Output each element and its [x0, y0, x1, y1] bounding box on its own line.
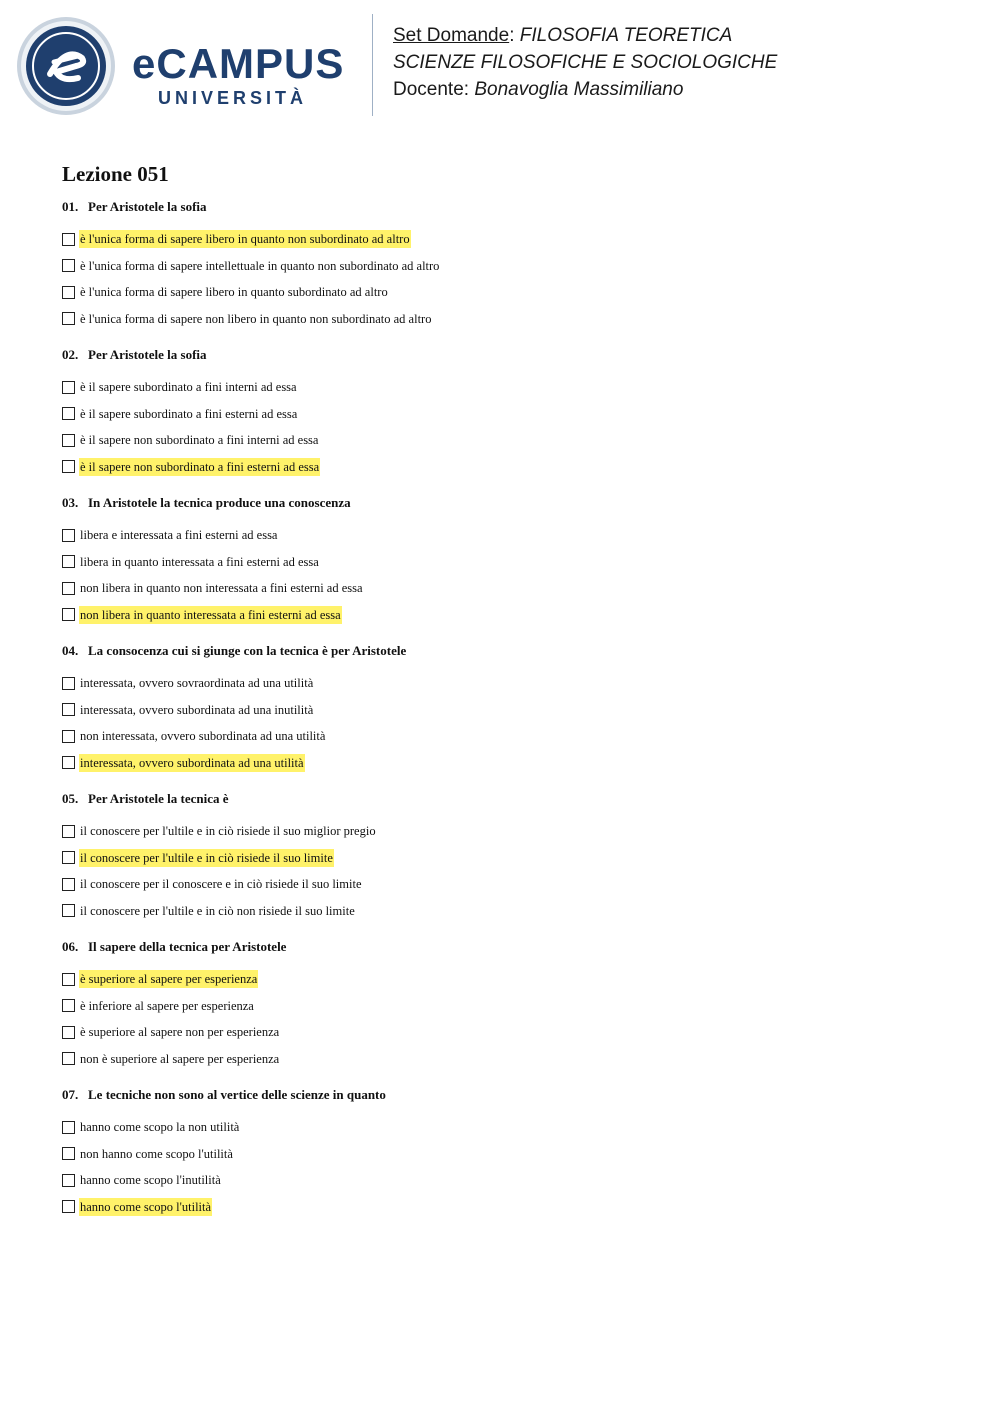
answer-text: è l'unica forma di sapere libero in quanto subordinato ad altro — [80, 285, 388, 300]
checkbox[interactable] — [62, 730, 75, 743]
checkbox[interactable] — [62, 1200, 75, 1213]
checkbox[interactable] — [62, 878, 75, 891]
answer-option[interactable] — [62, 306, 942, 333]
logo-brand: eCAMPUS — [132, 40, 345, 87]
question-title — [62, 198, 942, 216]
answer-text-highlighted: non libera in quanto interessata a fini esterni ad essa — [80, 607, 341, 622]
checkbox[interactable] — [62, 381, 75, 394]
question-block — [62, 1086, 942, 1220]
question-title — [62, 938, 942, 956]
checkbox[interactable] — [62, 677, 75, 690]
answer-option[interactable] — [62, 1167, 942, 1194]
answer-text: è il sapere subordinato a fini esterni ad essa — [80, 406, 298, 421]
answer-option[interactable] — [62, 1194, 942, 1221]
answer-text: il conoscere per l'ultile e in ciò risiede il suo miglior pregio — [80, 824, 376, 839]
question-number: 07. — [62, 1087, 79, 1102]
logo-subtitle: UNIVERSITÀ — [158, 88, 308, 108]
checkbox[interactable] — [62, 1052, 75, 1065]
question-title — [62, 346, 942, 364]
question-text: Il sapere della tecnica per Aristotele — [88, 939, 287, 954]
question-number: 03. — [62, 495, 79, 510]
lesson-title: Lezione 051 — [62, 162, 169, 186]
checkbox[interactable] — [62, 904, 75, 917]
header-divider — [372, 14, 373, 116]
answer-option[interactable] — [62, 723, 942, 750]
checkbox[interactable] — [62, 434, 75, 447]
question-number: 04. — [62, 643, 79, 658]
course-info — [393, 22, 777, 103]
degree-name: SCIENZE FILOSOFICHE E SOCIOLOGICHE — [393, 52, 778, 73]
question-title — [62, 642, 942, 660]
answer-text: è il sapere non subordinato a fini interni ad essa — [80, 433, 319, 448]
checkbox[interactable] — [62, 460, 75, 473]
answer-option[interactable] — [62, 697, 942, 724]
answer-text: interessata, ovvero sovraordinata ad una utilità — [80, 676, 314, 691]
question-block — [62, 790, 942, 924]
answer-text: libera in quanto interessata a fini esterni ad essa — [80, 554, 319, 569]
answer-text: il conoscere per il conoscere e in ciò risiede il suo limite — [80, 877, 362, 892]
degree-line — [393, 49, 777, 76]
answer-text: interessata, ovvero subordinata ad una inutilità — [80, 702, 314, 717]
checkbox[interactable] — [62, 1026, 75, 1039]
checkbox[interactable] — [62, 703, 75, 716]
checkbox[interactable] — [62, 555, 75, 568]
question-text: Le tecniche non sono al vertice delle scienze in quanto — [88, 1087, 386, 1102]
checkbox[interactable] — [62, 973, 75, 986]
answer-option[interactable] — [62, 279, 942, 306]
question-number: 02. — [62, 347, 79, 362]
answer-option[interactable] — [62, 454, 942, 481]
question-number: 01. — [62, 199, 79, 214]
document-body — [62, 160, 942, 1234]
answer-text: libera e interessata a fini esterni ad essa — [80, 528, 278, 543]
answer-option[interactable] — [62, 522, 942, 549]
answer-text-highlighted: è superiore al sapere per esperienza — [80, 972, 258, 987]
checkbox[interactable] — [62, 407, 75, 420]
answer-text: non libera in quanto non interessata a fini esterni ad essa — [80, 581, 363, 596]
answer-option[interactable] — [62, 750, 942, 777]
question-text: Per Aristotele la sofia — [88, 199, 207, 214]
question-number: 06. — [62, 939, 79, 954]
question-number: 05. — [62, 791, 79, 806]
answer-option[interactable] — [62, 670, 942, 697]
answer-option[interactable] — [62, 845, 942, 872]
answer-option[interactable] — [62, 226, 942, 253]
answer-text-highlighted: è il sapere non subordinato a fini esterni ad essa — [80, 459, 320, 474]
answer-option[interactable] — [62, 1141, 942, 1168]
checkbox[interactable] — [62, 825, 75, 838]
answer-text: non è superiore al sapere per esperienza — [80, 1051, 280, 1066]
question-text: Per Aristotele la tecnica è — [88, 791, 229, 806]
ecampus-seal-icon — [16, 16, 116, 116]
answer-text: è inferiore al sapere per esperienza — [80, 998, 254, 1013]
answer-text-highlighted: il conoscere per l'ultile e in ciò risiede il suo limite — [80, 850, 333, 865]
checkbox[interactable] — [62, 999, 75, 1012]
checkbox[interactable] — [62, 1121, 75, 1134]
answer-option[interactable] — [62, 1019, 942, 1046]
answer-option[interactable] — [62, 871, 942, 898]
answer-text: è l'unica forma di sapere non libero in quanto non subordinato ad altro — [80, 311, 432, 326]
question-text: Per Aristotele la sofia — [88, 347, 207, 362]
answer-text: hanno come scopo l'inutilità — [80, 1173, 221, 1188]
checkbox[interactable] — [62, 1174, 75, 1187]
answer-option[interactable] — [62, 1114, 942, 1141]
question-block — [62, 346, 942, 480]
question-text: La consocenza cui si giunge con la tecnica è per Aristotele — [88, 643, 407, 658]
question-title — [62, 790, 942, 808]
teacher-label: Docente: — [393, 79, 470, 100]
checkbox[interactable] — [62, 851, 75, 864]
answer-option[interactable] — [62, 966, 942, 993]
checkbox[interactable] — [62, 529, 75, 542]
set-label: Set Domande — [393, 25, 510, 46]
checkbox[interactable] — [62, 259, 75, 272]
answer-option[interactable] — [62, 549, 942, 576]
answer-option[interactable] — [62, 401, 942, 428]
answer-option[interactable] — [62, 575, 942, 602]
answer-option[interactable] — [62, 602, 942, 629]
answer-text-highlighted: hanno come scopo l'utilità — [80, 1199, 212, 1214]
course-name: FILOSOFIA TEORETICA — [519, 25, 733, 46]
course-line: Set Domande: FILOSOFIA TEORETICA — [393, 25, 733, 46]
answer-option[interactable] — [62, 993, 942, 1020]
answer-text-highlighted: è l'unica forma di sapere libero in quanto non subordinato ad altro — [80, 232, 410, 247]
teacher-name: Bonavoglia Massimiliano — [474, 79, 684, 100]
answer-text: il conoscere per l'ultile e in ciò non risiede il suo limite — [80, 903, 355, 918]
answer-text: è il sapere subordinato a fini interni ad essa — [80, 380, 297, 395]
teacher-line — [393, 76, 777, 103]
question-block — [62, 642, 942, 776]
answer-option[interactable] — [62, 374, 942, 401]
answer-option[interactable] — [62, 818, 942, 845]
answer-option[interactable] — [62, 1046, 942, 1073]
page-header — [0, 0, 1000, 130]
answer-option[interactable] — [62, 253, 942, 280]
checkbox[interactable] — [62, 608, 75, 621]
checkbox[interactable] — [62, 756, 75, 769]
answer-text: non hanno come scopo l'utilità — [80, 1146, 233, 1161]
answer-option[interactable] — [62, 898, 942, 925]
answer-text: non interessata, ovvero subordinata ad una utilità — [80, 729, 326, 744]
question-title — [62, 494, 942, 512]
question-block — [62, 494, 942, 628]
answer-option[interactable] — [62, 427, 942, 454]
question-block — [62, 938, 942, 1072]
question-text: In Aristotele la tecnica produce una conoscenza — [88, 495, 351, 510]
checkbox[interactable] — [62, 286, 75, 299]
answer-text: è superiore al sapere non per esperienza — [80, 1025, 280, 1040]
checkbox[interactable] — [62, 233, 75, 246]
answer-text-highlighted: interessata, ovvero subordinata ad una utilità — [80, 755, 304, 770]
answer-text: è l'unica forma di sapere intellettuale in quanto non subordinato ad altro — [80, 258, 440, 273]
question-block — [62, 198, 942, 332]
ecampus-logo — [132, 40, 362, 115]
checkbox[interactable] — [62, 582, 75, 595]
checkbox[interactable] — [62, 1147, 75, 1160]
checkbox[interactable] — [62, 312, 75, 325]
answer-text: hanno come scopo la non utilità — [80, 1120, 240, 1135]
question-list — [62, 198, 942, 1220]
question-title — [62, 1086, 942, 1104]
